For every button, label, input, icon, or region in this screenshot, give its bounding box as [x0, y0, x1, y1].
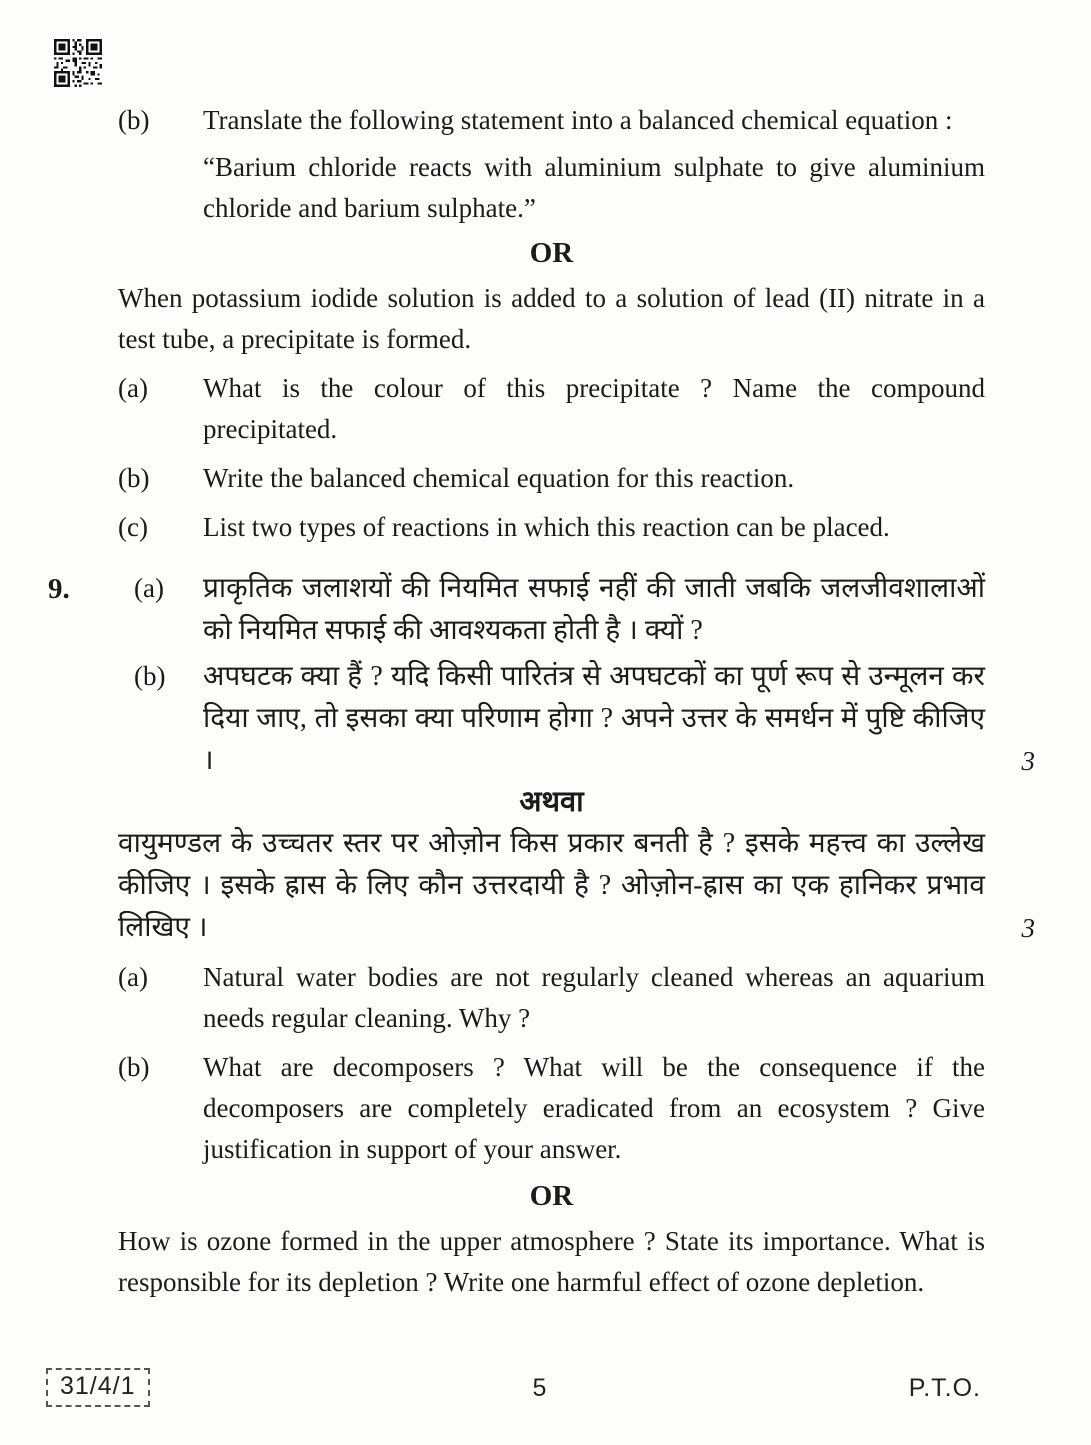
paper-code-badge: 31/4/1	[46, 1368, 150, 1407]
item-text: Translate the following statement into a balanced chemical equation :	[203, 105, 953, 135]
q8-or-item-a	[118, 368, 1035, 450]
page-content	[48, 100, 1035, 1303]
q8-or-item-c	[118, 507, 1035, 548]
item-label: (a)	[118, 962, 148, 992]
paragraph-text: वायुमण्डल के उच्चतर स्तर पर ओज़ोन किस प्रकार बनती है ? इसके महत्त्व का उल्लेख कीजिए । इसके ह्रास के लिए कौन उत्तरदायी है ? ओज़ोन-ह्रास का एक हानिकर प्रभाव लिखिए ।	[118, 828, 985, 943]
q9-hindi-item-b	[118, 656, 1035, 782]
question-number	[48, 100, 118, 548]
item-label: (b)	[134, 661, 166, 691]
question-9	[48, 568, 1035, 1303]
item-label: (c)	[118, 512, 148, 542]
marks-value: 3	[1021, 913, 1035, 943]
item-label: (b)	[118, 1052, 150, 1082]
q8-or-item-b	[118, 458, 1035, 499]
q9-hindi-item-a	[118, 568, 1035, 652]
q8-item-b	[118, 100, 1035, 141]
item-label: (b)	[118, 105, 150, 135]
marks-value: 3	[1021, 746, 1035, 776]
q9-hindi-or-paragraph	[118, 823, 1035, 949]
q9-english-or-paragraph: How is ozone formed in the upper atmosphere ? State its importance. What is responsible for its depletion ? Write one harmful effect of ozone depletion.	[118, 1226, 985, 1297]
item-label: (a)	[134, 573, 164, 603]
item-label: (b)	[118, 463, 150, 493]
q9-english-item-b	[118, 1047, 1035, 1170]
item-text: Write the balanced chemical equation for this reaction.	[203, 463, 795, 493]
page-footer	[46, 1366, 1033, 1410]
item-label: (a)	[118, 373, 148, 403]
question-number: 9.	[48, 573, 70, 605]
item-text: Natural water bodies are not regularly cleaned whereas an aquarium needs regular cleaning. Why ?	[203, 962, 985, 1033]
or-separator-hindi: अथवा	[519, 786, 584, 818]
item-text: What are decomposers ? What will be the consequence if the decomposers are completely eradicated from an ecosystem ? Give justification in support of your answer.	[203, 1052, 985, 1164]
item-text: प्राकृतिक जलाशयों की नियमित सफाई नहीं की जाती जबकि जलजीवशालाओं को नियमित सफाई की आवश्यकता होती है । क्यों ?	[203, 573, 985, 646]
pto-label: P.T.O.	[908, 1374, 981, 1402]
item-text-content: अपघटक क्या हैं ? यदि किसी पारितंत्र से अपघटकों का पूर्ण रूप से उन्मूलन कर दिया जाए, तो इसका क्या परिणाम होगा ? अपने उत्तर के समर्धन में पुष्टि कीजिए ।	[203, 661, 985, 776]
q8-item-b-quote: “Barium chloride reacts with aluminium sulphate to give aluminium chloride and barium sulphate.”	[203, 152, 985, 223]
page-number: 5	[532, 1374, 547, 1402]
q9-english-item-a	[118, 957, 1035, 1039]
question-8-continued	[48, 100, 1035, 548]
item-text	[203, 656, 1035, 782]
item-text: List two types of reactions in which this reaction can be placed.	[203, 512, 890, 542]
item-text: What is the colour of this precipitate ? Name the compound precipitated.	[203, 373, 985, 444]
or-separator: OR	[529, 237, 574, 269]
or-separator: OR	[529, 1180, 574, 1212]
q8-or-intro: When potassium iodide solution is added to a solution of lead (II) nitrate in a test tube, a precipitate is formed.	[118, 283, 985, 354]
qr-code-icon	[54, 37, 102, 89]
